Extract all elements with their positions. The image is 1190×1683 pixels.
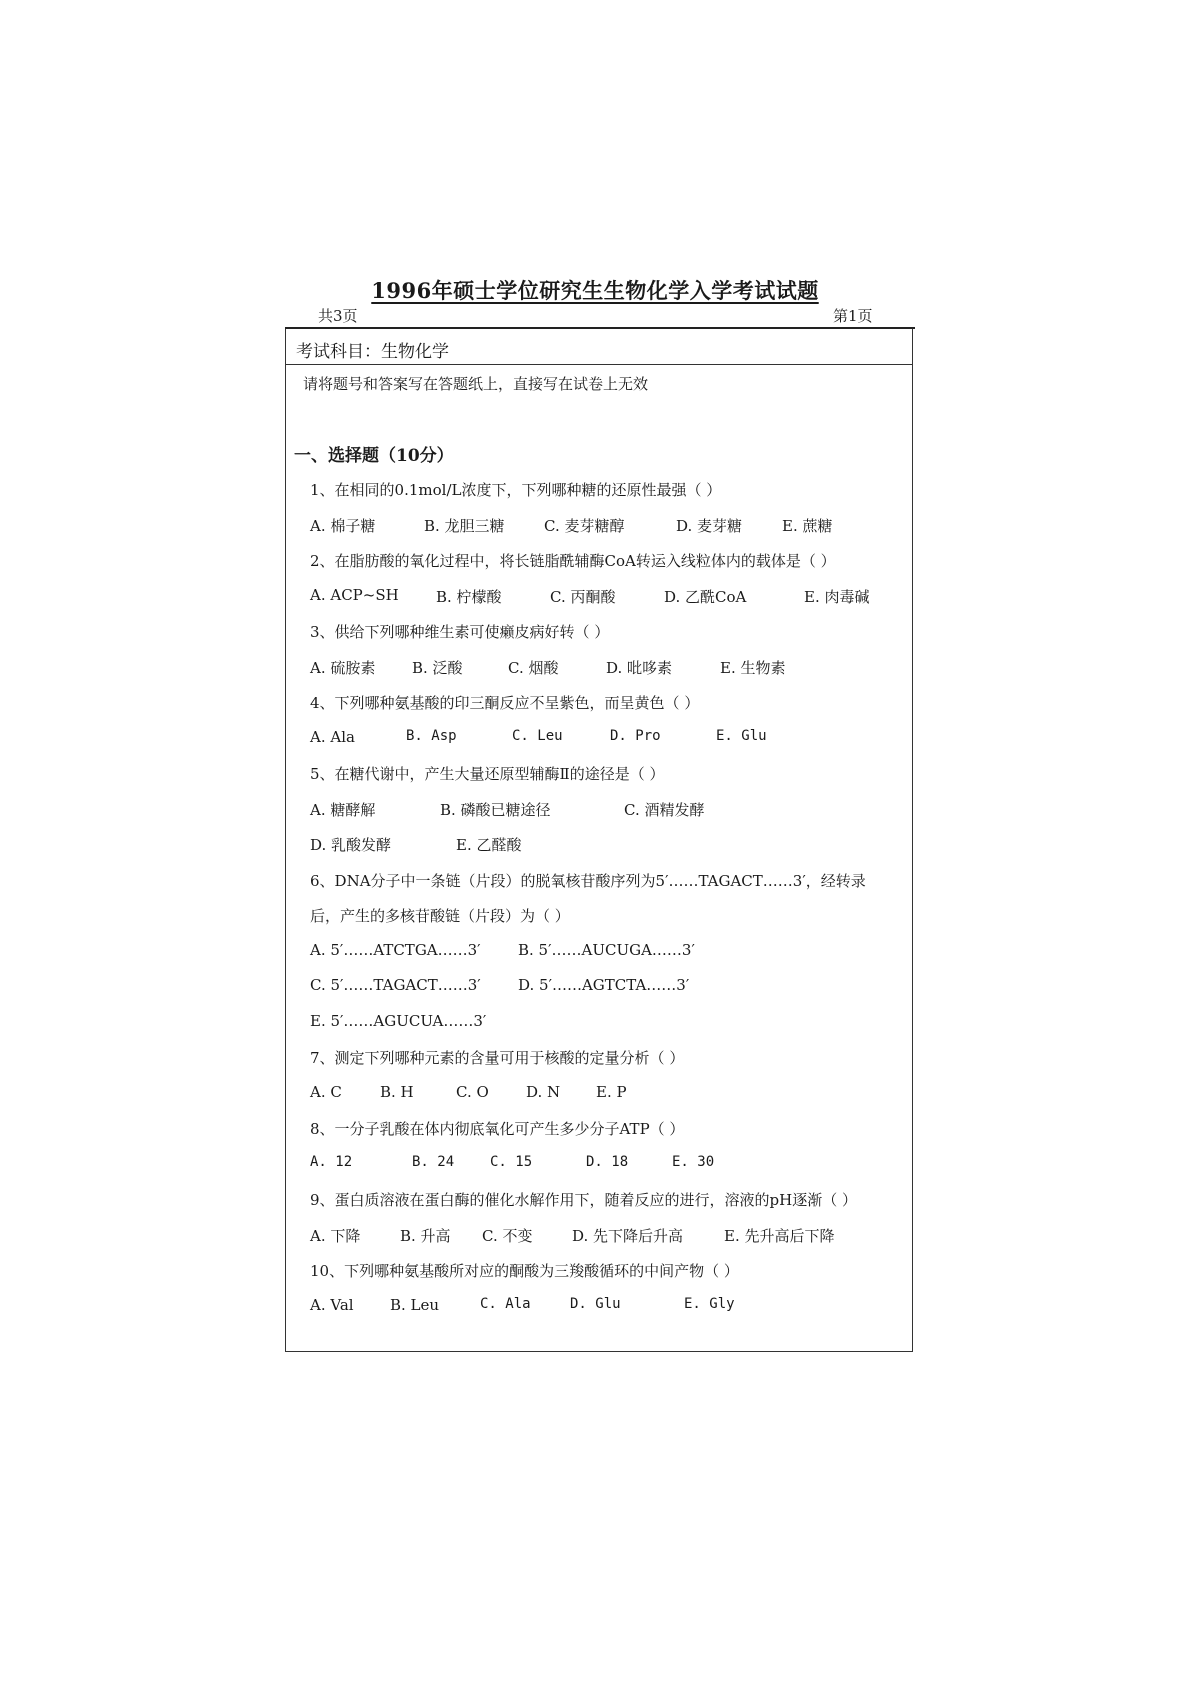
option-b: B. 磷酸已糖途径 (440, 800, 551, 819)
question-stem (310, 692, 910, 728)
option-row (310, 799, 910, 835)
question-7-stem: 7、测定下列哪种元素的含量可用于核酸的定量分析（ ） (310, 1049, 685, 1067)
option-d: D. 18 (586, 1153, 629, 1170)
option-e: E. 肉毒碱 (804, 587, 870, 606)
question-10-stem: 10、下列哪种氨基酸所对应的酮酸为三羧酸循环的中间产物（ ） (310, 1262, 739, 1280)
option-d: D. 吡哆素 (606, 658, 673, 677)
option-row (310, 1296, 910, 1332)
option-b: B. 柠檬酸 (436, 587, 502, 606)
option-b: B. 泛酸 (412, 658, 463, 677)
option-b: B. Asp (406, 727, 457, 744)
option-a: A. 棉子糖 (310, 516, 376, 535)
option-a: A. 5′……ATCTGA……3′ (310, 940, 481, 959)
question-6-stem-2: 后，产生的多核苷酸链（片段）为（ ） (310, 907, 570, 925)
option-a: A. 12 (310, 1153, 353, 1170)
question-6-stem: 6、DNA分子中一条链（片段）的脱氧核苷酸序列为5′……TAGACT……3′，经转录 (310, 871, 866, 890)
page-number: 第1页 (833, 307, 873, 325)
option-c: C. 15 (490, 1153, 533, 1170)
question-2-stem: 2、在脂肪酸的氧化过程中，将长链脂酰辅酶CoA转运入线粒体内的载体是（ ） (310, 552, 836, 570)
question-5-stem: 5、在糖代谢中，产生大量还原型辅酶Ⅱ的途径是（ ） (310, 765, 665, 783)
option-a: A. 硫胺素 (310, 658, 376, 677)
instruction-notice: 请将题号和答案写在答题纸上，直接写在试卷上无效 (303, 375, 649, 393)
option-row (310, 941, 910, 977)
option-c: C. 酒精发酵 (624, 800, 705, 819)
option-row (310, 976, 910, 1012)
option-e: E. 先升高后下降 (724, 1226, 835, 1245)
option-e: E. 蔗糖 (782, 516, 833, 535)
option-d: D. 5′……AGTCTA……3′ (518, 976, 690, 994)
option-d: D. N (526, 1082, 561, 1101)
question-stem (310, 479, 910, 515)
option-b: B. 龙胆三糖 (424, 516, 505, 535)
option-c: C. Leu (512, 727, 563, 744)
question-8-stem: 8、一分子乳酸在体内彻底氧化可产生多少分子ATP（ ） (310, 1120, 685, 1138)
option-b: B. 升高 (400, 1226, 451, 1245)
option-e: E. 乙醛酸 (456, 836, 522, 854)
option-row (310, 1154, 910, 1190)
option-c: C. Ala (480, 1295, 531, 1312)
option-d: D. Pro (610, 727, 661, 744)
option-c: C. 不变 (482, 1226, 533, 1245)
page-title: 1996年硕士学位研究生生物化学入学考试试题 (371, 278, 819, 303)
option-e: E. P (596, 1082, 627, 1101)
option-d: D. 乙酰CoA (664, 587, 747, 606)
option-c: C. 5′……TAGACT……3′ (310, 976, 481, 994)
question-stem (310, 1118, 910, 1154)
option-b: B. Leu (390, 1295, 440, 1314)
subject-label: 考试科目：生物化学 (296, 342, 449, 362)
question-stem (310, 1189, 910, 1225)
option-row (310, 1083, 910, 1119)
option-row (310, 1225, 910, 1261)
option-a: A. C (310, 1082, 342, 1101)
question-9-stem: 9、蛋白质溶液在蛋白酶的催化水解作用下，随着反应的进行，溶液的pH逐渐（ ） (310, 1191, 857, 1209)
option-a: A. 糖酵解 (310, 800, 376, 819)
question-stem-continued (310, 905, 910, 941)
option-d: D. 麦芽糖 (676, 516, 743, 535)
option-row (310, 515, 910, 551)
option-row (310, 586, 910, 622)
option-a: A. Val (310, 1295, 354, 1314)
question-stem (310, 621, 910, 657)
question-1-stem: 1、在相同的0.1mol/L浓度下，下列哪种糖的还原性最强（ ） (310, 481, 722, 499)
option-d: D. 先下降后升高 (572, 1226, 684, 1245)
option-row (310, 834, 910, 870)
question-stem (310, 1260, 910, 1296)
option-e: E. 5′……AGUCUA……3′ (310, 1011, 487, 1030)
page-count: 共3页 (318, 307, 358, 325)
question-stem (310, 763, 910, 799)
option-row (310, 1012, 910, 1048)
option-e: E. 30 (672, 1153, 715, 1170)
option-e: E. 生物素 (720, 658, 786, 677)
option-c: C. 丙酮酸 (550, 587, 616, 606)
section-heading: 一、选择题（10分） (294, 446, 454, 466)
option-row (310, 657, 910, 693)
question-stem (310, 870, 910, 906)
option-a: A. 下降 (310, 1226, 361, 1245)
option-row (310, 728, 910, 764)
option-b: B. 5′……AUCUGA……3′ (518, 940, 695, 959)
option-c: C. 麦芽糖醇 (544, 516, 625, 535)
option-d: D. 乳酸发酵 (310, 836, 392, 854)
subject-row (286, 329, 912, 365)
exam-frame (285, 329, 913, 1352)
question-stem (310, 550, 910, 586)
option-c: C. 烟酸 (508, 658, 559, 677)
question-3-stem: 3、供给下列哪种维生素可使癞皮病好转（ ） (310, 623, 610, 641)
question-list (310, 479, 910, 1331)
option-b: B. 24 (412, 1153, 455, 1170)
option-c: C. O (456, 1082, 489, 1101)
question-4-stem: 4、下列哪种氨基酸的印三酮反应不呈紫色，而呈黄色（ ） (310, 694, 700, 712)
option-e: E. Glu (716, 727, 767, 744)
option-b: B. H (380, 1082, 414, 1101)
option-a: A. ACP~SH (310, 585, 399, 604)
option-a: A. Ala (310, 727, 355, 746)
option-d: D. Glu (570, 1295, 621, 1312)
question-stem (310, 1047, 910, 1083)
option-e: E. Gly (684, 1295, 735, 1312)
